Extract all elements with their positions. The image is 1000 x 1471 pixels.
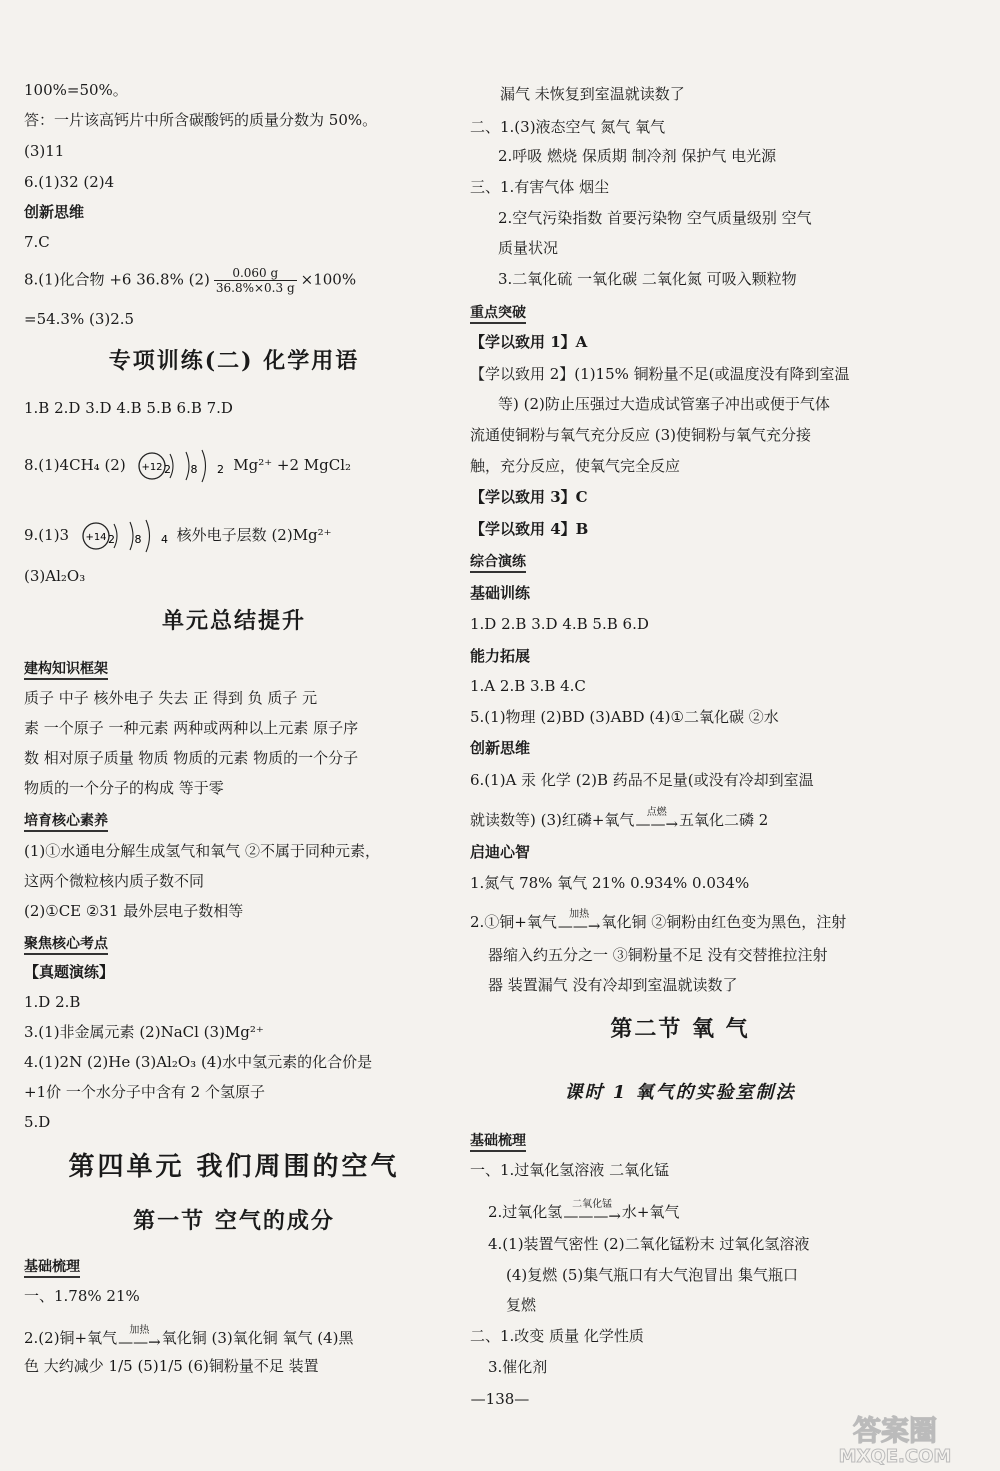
section-label: 启迪心智: [470, 843, 531, 861]
watermark-url: MXQE.COM: [838, 1446, 952, 1467]
formula-line: [24, 516, 332, 556]
page-number: —138—: [470, 1390, 530, 1408]
watermark-logo: [800, 1410, 990, 1465]
section-label: [470, 1130, 526, 1151]
text-line: 器缩入约五分之一 ③铜粉量不足 没有交替推拉注射: [488, 946, 828, 964]
text-segment: ×100%: [300, 270, 357, 289]
text-segment: 8.(1)4CH₄ (2): [24, 456, 126, 474]
section-label: [24, 810, 108, 831]
section-label: [470, 551, 526, 572]
text-line: 1.D 2.B 3.D 4.B 5.B 6.D: [470, 615, 649, 633]
text-line: 【学以致用 1】A: [470, 333, 588, 351]
text-line: 数 相对原子质量 物质 物质的元素 物质的一个分子: [24, 749, 359, 767]
formula-line: [24, 1325, 354, 1351]
text-segment: Mg²⁺ +2 MgCl₂: [233, 456, 352, 474]
text-line: 流通使铜粉与氧气充分反应 (3)使铜粉与氧气充分接: [470, 426, 812, 444]
reaction-condition: 加热: [129, 1325, 150, 1336]
text-line: (4)复燃 (5)集气瓶口有大气泡冒出 集气瓶口: [506, 1266, 799, 1284]
text-segment: 2.(2)铜+氧气: [24, 1329, 118, 1347]
section-label-text: 培育核心素养: [24, 813, 108, 832]
text-segment: 五氧化二磷 2: [679, 811, 769, 829]
text-line: 触，充分反应，使氧气完全反应: [470, 457, 681, 475]
section-label: 创新思维: [470, 739, 531, 757]
text-line: 7.C: [24, 233, 50, 251]
text-line: (2)①CE ②31 最外层电子数相等: [24, 902, 244, 920]
fraction-numerator: 0.060 g: [214, 266, 297, 281]
atom-structure-icon: [134, 446, 233, 486]
section-heading: 第一节 空气的成分: [133, 1208, 335, 1234]
text-line: 一、1.78% 21%: [24, 1287, 140, 1305]
text-segment: 8.(1)化合物 +6 36.8% (2): [24, 270, 210, 289]
text-line: 二、1.(3)液态空气 氮气 氧气: [470, 118, 666, 136]
text-line: 1.B 2.D 3.D 4.B 5.B 6.B 7.D: [24, 399, 233, 417]
text-line: 等) (2)防止压强过大造成试管塞子冲出或便于气体: [498, 395, 830, 413]
text-line: (1)①水通电分解生成氢气和氧气 ②不属于同种元素，: [24, 842, 381, 860]
text-line: 【学以致用 3】C: [470, 488, 588, 506]
arrow-icon: ——→: [635, 815, 679, 833]
text-line: 2.空气污染指数 首要污染物 空气质量级别 空气: [498, 209, 812, 227]
watermark-text: 答案圈: [852, 1414, 938, 1447]
text-line: 这两个微粒核内质子数不同: [24, 872, 205, 890]
text-line: 一、1.过氧化氢溶液 二氧化锰: [470, 1161, 670, 1179]
section-heading: 第二节 氧 气: [610, 1016, 750, 1042]
nucleus-label: +14: [85, 532, 107, 543]
text-segment: 氧化铜 ②铜粉由红色变为黑色，注射: [601, 913, 847, 931]
text-line: +1价 一个水分子中含有 2 个氢原子: [24, 1083, 265, 1101]
text-segment: 水+氧气: [621, 1203, 680, 1221]
section-label-text: 综合演练: [470, 554, 526, 573]
text-line: 1.D 2.B: [24, 993, 81, 1011]
text-line: 色 大约减少 1/5 (5)1/5 (6)铜粉量不足 装置: [24, 1357, 319, 1375]
text-line: 素 一个原子 一种元素 两种或两种以上元素 原子序: [24, 719, 359, 737]
reaction-arrow: [635, 807, 679, 833]
text-segment: 核外电子层数 (2)Mg²⁺: [176, 526, 332, 544]
nucleus-label: +12: [141, 462, 164, 473]
section-label: [24, 1256, 80, 1277]
text-line: 漏气 未恢复到室温就读数了: [500, 85, 685, 103]
reaction-arrow: [557, 909, 601, 935]
formula-line: [470, 909, 847, 935]
formula-line: [24, 446, 351, 486]
section-label-text: 重点突破: [470, 305, 526, 324]
text-segment: 9.(1)3: [24, 526, 70, 544]
section-label-text: 基础梳理: [24, 1259, 80, 1278]
section-heading: 专项训练(二) 化学用语: [108, 348, 360, 374]
reaction-condition: 二氧化锰: [572, 1199, 613, 1210]
text-line: 5.(1)物理 (2)BD (3)ABD (4)①二氧化碳 ②水: [470, 708, 779, 726]
text-line: 2.呼吸 燃烧 保质期 制冷剂 保护气 电光源: [498, 147, 777, 165]
text-line: 【真题演练】: [24, 963, 115, 981]
text-line: 二、1.改变 质量 化学性质: [470, 1327, 644, 1345]
section-label: [24, 933, 108, 954]
atom-structure-icon: [78, 516, 176, 556]
electron-shell-numbers: 2 8 2: [164, 463, 233, 476]
reaction-arrow: [563, 1199, 621, 1225]
reaction-condition: 加热: [569, 909, 590, 920]
text-line: =54.3% (3)2.5: [24, 310, 135, 328]
text-line: (3)Al₂O₃: [24, 567, 86, 585]
text-line: 6.(1)A 汞 化学 (2)B 药品不足量(或没有冷却到室温: [470, 771, 814, 789]
text-line: (3)11: [24, 142, 65, 160]
fraction-denominator: 36.8%×0.3 g: [215, 281, 295, 295]
text-line: 质子 中子 核外电子 失去 正 得到 负 质子 元: [24, 689, 318, 707]
formula-line: [470, 807, 769, 833]
text-line: 物质的一个分子的构成 等于零: [24, 779, 224, 797]
formula-line: [488, 1199, 680, 1225]
section-label: [24, 658, 108, 679]
section-label-text: 聚焦核心考点: [24, 936, 108, 955]
section-label: 基础训练: [470, 584, 531, 602]
section-label-text: 基础梳理: [470, 1133, 526, 1152]
text-line: 5.D: [24, 1113, 51, 1131]
text-segment: 2.过氧化氢: [488, 1203, 563, 1221]
section-heading: 单元总结提升: [161, 608, 306, 634]
section-label: [470, 302, 526, 323]
text-line: 1.A 2.B 3.B 4.C: [470, 677, 586, 695]
text-line: 三、1.有害气体 烟尘: [470, 178, 610, 196]
electron-shell-numbers: 2 8 4: [107, 533, 176, 546]
text-line: 1.氮气 78% 氧气 21% 0.934% 0.034%: [470, 874, 750, 892]
text-line: 4.(1)装置气密性 (2)二氧化锰粉末 过氧化氢溶液: [488, 1235, 810, 1253]
formula-line: [24, 266, 356, 295]
text-line: 答：一片该高钙片中所含碳酸钙的质量分数为 50%。: [24, 111, 378, 129]
arrow-icon: ——→: [118, 1333, 161, 1351]
arrow-icon: ——→: [557, 917, 601, 935]
text-line: 【学以致用 4】B: [470, 520, 589, 538]
section-label: 能力拓展: [470, 647, 531, 665]
text-line: 器 装置漏气 没有冷却到室温就读数了: [488, 976, 738, 994]
text-segment: 氧化铜 (3)氧化铜 氧气 (4)黑: [161, 1329, 354, 1347]
unit-heading: 第四单元 我们周围的空气: [68, 1152, 400, 1182]
section-label-text: 建构知识框架: [24, 661, 108, 680]
text-line: 质量状况: [498, 239, 559, 257]
reaction-arrow: [118, 1325, 161, 1351]
text-line: 3.(1)非金属元素 (2)NaCl (3)Mg²⁺: [24, 1023, 264, 1041]
arrow-icon: ———→: [563, 1207, 621, 1225]
text-line: 100%=50%。: [24, 81, 128, 99]
text-line: 4.(1)2N (2)He (3)Al₂O₃ (4)水中氢元素的化合价是: [24, 1053, 373, 1071]
fraction: [214, 266, 297, 295]
lesson-heading: 课时 1 氧气的实验室制法: [564, 1082, 796, 1103]
text-line: 3.二氧化硫 一氧化碳 二氧化氮 可吸入颗粒物: [498, 270, 797, 288]
text-segment: 2.①铜+氧气: [470, 913, 557, 931]
text-line: 复燃: [506, 1296, 537, 1314]
text-line: 【学以致用 2】(1)15% 铜粉量不足(或温度没有降到室温: [470, 365, 850, 383]
text-line: 3.催化剂: [488, 1358, 548, 1376]
reaction-condition: 点燃: [646, 807, 667, 818]
section-label: 创新思维: [24, 203, 85, 221]
text-segment: 就读数等) (3)红磷+氧气: [470, 811, 635, 829]
text-line: 6.(1)32 (2)4: [24, 173, 115, 191]
